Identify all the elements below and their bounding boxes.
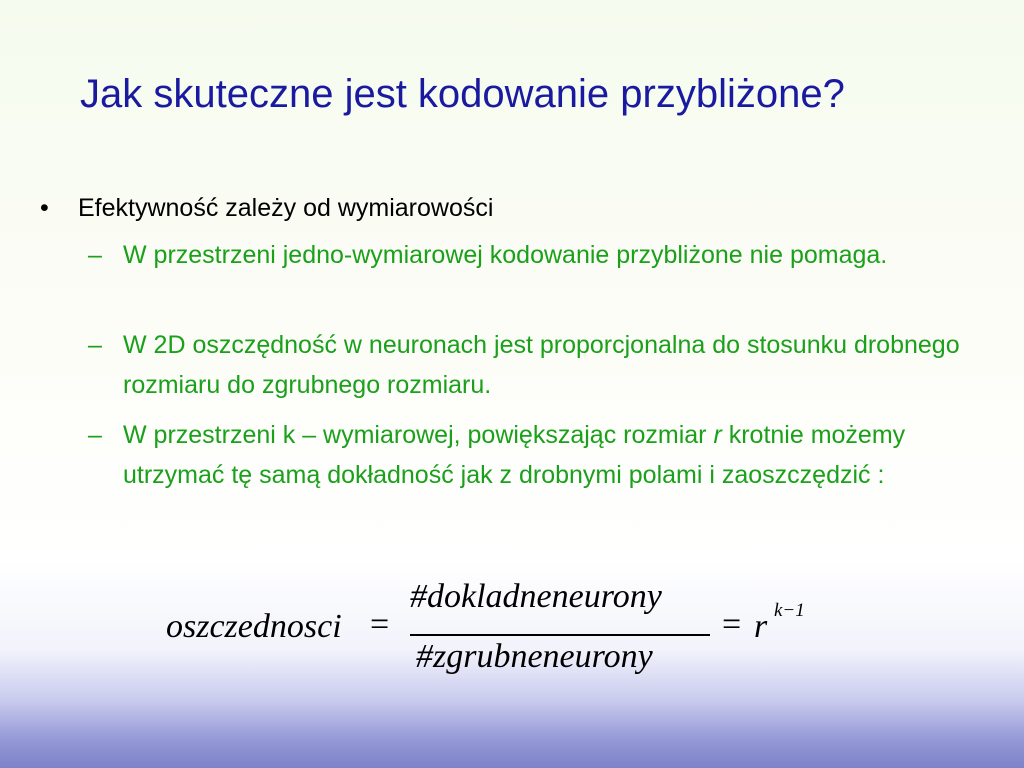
bullet-item: [40, 188, 493, 228]
formula-fraction-bar: [410, 634, 710, 636]
savings-formula: [166, 578, 826, 682]
sub-item-text: [88, 415, 988, 495]
formula-base: r: [754, 608, 768, 645]
sub-item-marker: –: [88, 331, 102, 359]
sub-item-2: [88, 325, 988, 405]
formula-numerator: #dokladneneurony: [410, 578, 662, 615]
formula-denominator: #zgrubneneurony: [416, 638, 653, 675]
sub-item-1: [88, 235, 988, 275]
slide-title: Jak skuteczne jest kodowanie przybliżone?: [80, 72, 845, 116]
bullet-text: Efektywność zależy od wymiarowości: [78, 194, 494, 222]
bullet-marker: •: [40, 194, 49, 222]
sub-item-text: W 2D oszczędność w neuronach jest proporcjonalna do stosunku drobnego rozmiaru do zgrubnego rozmiaru.: [123, 331, 960, 399]
sub-item-3: [88, 415, 988, 495]
sub-item-marker: –: [88, 241, 102, 269]
formula-lhs: oszczednosci: [166, 608, 342, 645]
sub-item-text: W przestrzeni jedno-wymiarowej kodowanie przybliżone nie pomaga.: [123, 241, 888, 269]
sub-item-text-after: krotnie możemy utrzymać tę samą dokładność jak z drobnymi polami i zaoszczędzić :: [123, 421, 906, 489]
sub-item-text-before: W przestrzeni k – wymiarowej, powiększając rozmiar: [123, 421, 714, 449]
sub-item-text-italic: r: [713, 421, 722, 449]
formula-equals-sign-2: =: [722, 606, 742, 643]
formula-exponent: k−1: [774, 600, 805, 621]
formula-equals-sign: =: [370, 606, 390, 643]
sub-item-marker: –: [88, 421, 102, 449]
